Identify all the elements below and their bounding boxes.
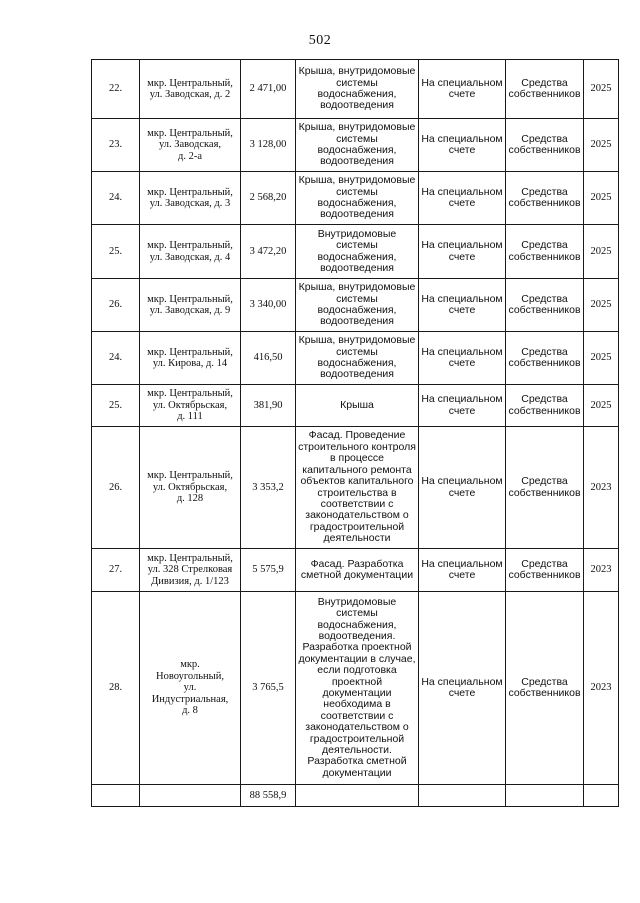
- account-cell: На специальном счете: [419, 279, 506, 332]
- total-empty-cell: [506, 785, 584, 807]
- area-cell: 416,50: [241, 332, 296, 385]
- table-row: [92, 119, 619, 172]
- row-number: 28.: [92, 592, 140, 785]
- address-cell: мкр. Центральный, ул. Заводская, д. 2-а: [140, 119, 241, 172]
- address-cell: мкр. Новоугольный, ул. Индустриальная, д. 8: [140, 592, 241, 785]
- area-cell: 2 568,20: [241, 172, 296, 225]
- row-number: 22.: [92, 60, 140, 119]
- total-empty-cell: [584, 785, 619, 807]
- table-row: [92, 60, 619, 119]
- address-cell: мкр. Центральный, ул. Кирова, д. 14: [140, 332, 241, 385]
- table-row: [92, 172, 619, 225]
- year-cell: 2025: [584, 385, 619, 427]
- account-cell: На специальном счете: [419, 385, 506, 427]
- works-cell: Крыша, внутридомовые системы водоснабжения, водоотведения: [296, 60, 419, 119]
- area-cell: 381,90: [241, 385, 296, 427]
- funding-source-cell: Средства собственников: [506, 225, 584, 279]
- row-number: 26.: [92, 427, 140, 549]
- total-empty-cell: [92, 785, 140, 807]
- works-cell: Внутридомовые системы водоснабжения, водоотведения. Разработка проектной документации в случае, если подготовка проектной документации необходима в соответствии с законодательством о градостроительной деятельности. Разработка сметной документации: [296, 592, 419, 785]
- funding-source-cell: Средства собственников: [506, 332, 584, 385]
- year-cell: 2025: [584, 279, 619, 332]
- account-cell: На специальном счете: [419, 592, 506, 785]
- area-cell: 3 340,00: [241, 279, 296, 332]
- address-cell: мкр. Центральный, ул. Заводская, д. 2: [140, 60, 241, 119]
- row-number: 27.: [92, 549, 140, 592]
- account-cell: На специальном счете: [419, 332, 506, 385]
- funding-source-cell: Средства собственников: [506, 60, 584, 119]
- total-empty-cell: [140, 785, 241, 807]
- works-cell: Фасад. Проведение строительного контроля в процессе капитального ремонта объектов капитального строительства в соответствии с законодательством о градостроительной деятельности: [296, 427, 419, 549]
- works-cell: Фасад. Разработка сметной документации: [296, 549, 419, 592]
- row-number: 25.: [92, 225, 140, 279]
- funding-source-cell: Средства собственников: [506, 119, 584, 172]
- row-number: 24.: [92, 172, 140, 225]
- row-number: 23.: [92, 119, 140, 172]
- works-cell: Крыша, внутридомовые системы водоснабжения, водоотведения: [296, 279, 419, 332]
- table-row: [92, 427, 619, 549]
- funding-source-cell: Средства собственников: [506, 385, 584, 427]
- funding-source-cell: Средства собственников: [506, 279, 584, 332]
- works-cell: Крыша: [296, 385, 419, 427]
- funding-source-cell: Средства собственников: [506, 549, 584, 592]
- account-cell: На специальном счете: [419, 549, 506, 592]
- works-cell: Внутридомовые системы водоснабжения, водоотведения: [296, 225, 419, 279]
- area-cell: 3 353,2: [241, 427, 296, 549]
- table-row: [92, 549, 619, 592]
- year-cell: 2025: [584, 225, 619, 279]
- year-cell: 2025: [584, 60, 619, 119]
- works-cell: Крыша, внутридомовые системы водоснабжения, водоотведения: [296, 119, 419, 172]
- year-cell: 2023: [584, 427, 619, 549]
- account-cell: На специальном счете: [419, 427, 506, 549]
- table-row: [92, 385, 619, 427]
- address-cell: мкр. Центральный, ул. Заводская, д. 3: [140, 172, 241, 225]
- row-number: 26.: [92, 279, 140, 332]
- table-row: [92, 592, 619, 785]
- works-cell: Крыша, внутридомовые системы водоснабжения, водоотведения: [296, 332, 419, 385]
- account-cell: На специальном счете: [419, 60, 506, 119]
- address-cell: мкр. Центральный, ул. Октябрьская, д. 128: [140, 427, 241, 549]
- address-cell: мкр. Центральный, ул. Заводская, д. 4: [140, 225, 241, 279]
- table-row: [92, 225, 619, 279]
- row-number: 24.: [92, 332, 140, 385]
- year-cell: 2023: [584, 592, 619, 785]
- table-row: [92, 332, 619, 385]
- address-cell: мкр. Центральный, ул. Заводская, д. 9: [140, 279, 241, 332]
- year-cell: 2025: [584, 332, 619, 385]
- address-cell: мкр. Центральный, ул. 328 Стрелковая Дивизия, д. 1/123: [140, 549, 241, 592]
- year-cell: 2025: [584, 172, 619, 225]
- total-area-cell: 88 558,9: [241, 785, 296, 807]
- page-number: 502: [308, 33, 332, 48]
- funding-source-cell: Средства собственников: [506, 172, 584, 225]
- total-row: [92, 785, 619, 807]
- area-cell: 3 765,5: [241, 592, 296, 785]
- year-cell: 2023: [584, 549, 619, 592]
- area-cell: 3 128,00: [241, 119, 296, 172]
- account-cell: На специальном счете: [419, 225, 506, 279]
- capital-repair-table: [91, 59, 619, 807]
- area-cell: 5 575,9: [241, 549, 296, 592]
- address-cell: мкр. Центральный, ул. Октябрьская, д. 111: [140, 385, 241, 427]
- account-cell: На специальном счете: [419, 119, 506, 172]
- total-empty-cell: [296, 785, 419, 807]
- funding-source-cell: Средства собственников: [506, 592, 584, 785]
- works-cell: Крыша, внутридомовые системы водоснабжения, водоотведения: [296, 172, 419, 225]
- row-number: 25.: [92, 385, 140, 427]
- total-empty-cell: [419, 785, 506, 807]
- area-cell: 3 472,20: [241, 225, 296, 279]
- funding-source-cell: Средства собственников: [506, 427, 584, 549]
- year-cell: 2025: [584, 119, 619, 172]
- table-row: [92, 279, 619, 332]
- account-cell: На специальном счете: [419, 172, 506, 225]
- area-cell: 2 471,00: [241, 60, 296, 119]
